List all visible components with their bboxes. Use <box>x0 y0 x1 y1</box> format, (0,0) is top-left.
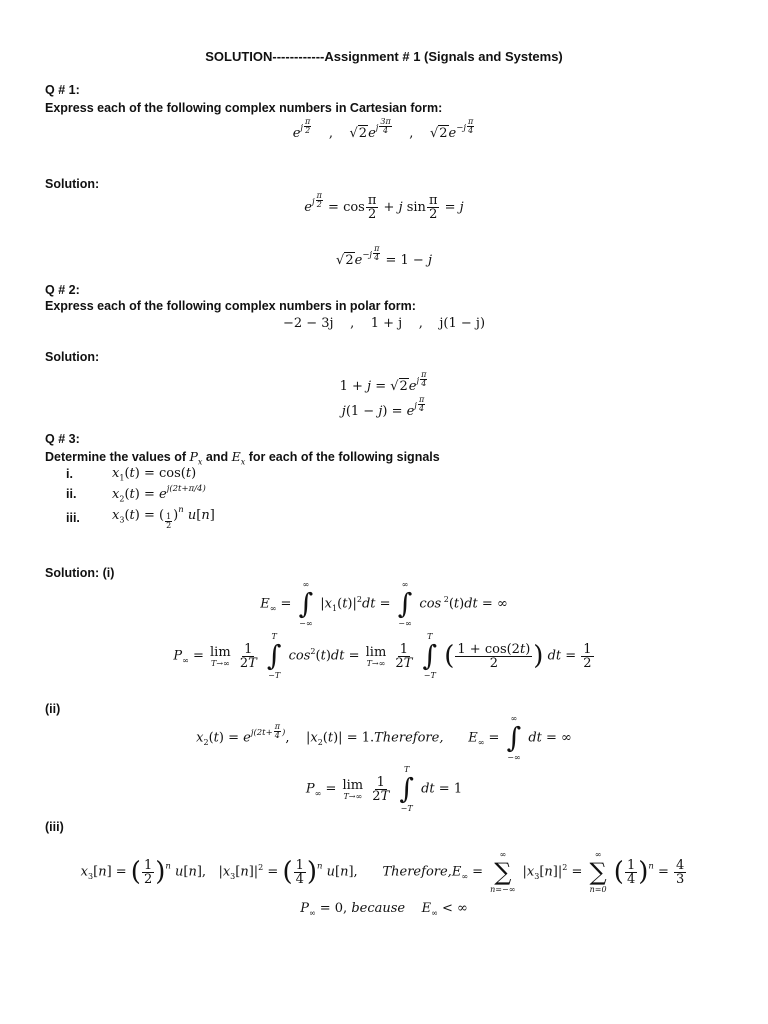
q3-item-i-num: i. <box>66 467 73 481</box>
q3-iii-energy-eq: $x_3[n]$ = ( $\frac{1}{2}$ )$^n$ u[n], $|x_3[n]|^2$ = ( $\frac{1}{4}$ )$^n$ u[n], $Therefore,E_\infty$ = ∞ ∑ n=−∞ $|x_3[n]|^2$ = ∞ ∑ n=0 ( $\frac{1}{4}$ )$^n$ = $\frac{4}{3}$ <box>80 850 685 894</box>
q2-solution-label: Solution: <box>45 350 100 364</box>
q2-text: Express each of the following complex numbers in polar form: <box>45 299 416 313</box>
q3-text-suffix: for each of the following signals <box>245 450 440 464</box>
q3-text-and: and <box>202 450 232 464</box>
q3-ii-therefore: Therefore, <box>374 730 444 746</box>
q1-solution-label: Solution: <box>45 177 100 191</box>
q3-iii-because: because <box>351 901 406 916</box>
q2-given-equation <box>0 316 768 331</box>
q2-solution-eq1: $1 + j = √2e^{j \frac{\pi}{4}}$ <box>339 370 427 394</box>
q1-given-equation: $e^{j \frac{\pi}{2}}$ , $√2e^{j \frac{3\pi}{4}}$ , $√2e^{-j \frac{\pi}{4}}$ <box>292 117 474 141</box>
q3-item-ii-expr: $x_2(t) = e^{j(2t+\pi/4)}$ <box>112 484 206 504</box>
q3-part-ii-label: (ii) <box>45 702 61 716</box>
q3-iii-power-eq: $P_\infty = 0$, because $E_\infty$ < ∞ <box>300 901 468 918</box>
q3-ii-energy-eq: $x_2(t) = e^{j(2t+ \frac{\pi}{4} )}$, $|x_2(t)|$ = 1.Therefore, $E_\infty$ = ∞ ∫ −∞ dt = ∞ <box>196 714 572 762</box>
q3-item-ii-num: ii. <box>66 487 77 501</box>
q3-text: Determine the values of $P_x$ and $E_x$ for each of the following signals <box>45 449 440 467</box>
q3-text-prefix: Determine the values of <box>45 450 190 464</box>
document-title: SOLUTION------------Assignment # 1 (Signals and Systems) <box>205 49 563 64</box>
q1-label: Q # 1: <box>45 83 80 97</box>
q1-solution-eq2: $√2e^{-j \frac{\pi}{4}}$ = 1 − j <box>336 244 432 268</box>
q3-item-iii-num: iii. <box>66 511 80 525</box>
q3-item-i-expr: $x_1(t) = \cos(t)$ <box>112 466 197 483</box>
q1-solution-eq1: $e^{j \frac{\pi}{2}}$ = cos $\frac{\pi}{2}$ + j sin $\frac{\pi}{2}$ = j <box>304 191 464 222</box>
q2-given-values: −2 − 3j , 1 + j , j(1 − j) <box>282 316 486 331</box>
q3-i-energy-eq: $E_\infty$ = ∞ ∫ −∞ $|x_1(t)|^2dt$ = ∞ ∫ −∞ cos $^2$(t)dt = ∞ <box>260 580 508 628</box>
q3-i-power-eq: $P_\infty$ = lim T→∞ $\frac{1}{2T}$ T ∫ −T $\cos^2(t)dt$ = lim T→∞ $\frac{1}{2T}$ T ∫ −T ( $\frac{1 + \cos(2t)}{2}$ ) dt = $\frac{1}{2}$ <box>173 632 592 680</box>
q3-item-iii-expr: $x_3(t)$ = ( $\frac{1}{2}$ )$^n$ u[n] <box>112 505 215 530</box>
q3-ii-power-eq: $P_\infty$ = lim T→∞ $\frac{1}{2T}$ T ∫ −T dt = 1 <box>305 765 463 813</box>
q2-label: Q # 2: <box>45 283 80 297</box>
q2-solution-eq2: $j(1 - j) = e^{j \frac{\pi}{4}}$ <box>341 395 425 419</box>
q1-text: Express each of the following complex numbers in Cartesian form: <box>45 101 443 115</box>
q3-iii-therefore: Therefore, <box>382 864 452 880</box>
q3-label: Q # 3: <box>45 432 80 446</box>
q3-part-iii-label: (iii) <box>45 820 64 834</box>
q3-solution-label: Solution: (i) <box>45 566 115 580</box>
